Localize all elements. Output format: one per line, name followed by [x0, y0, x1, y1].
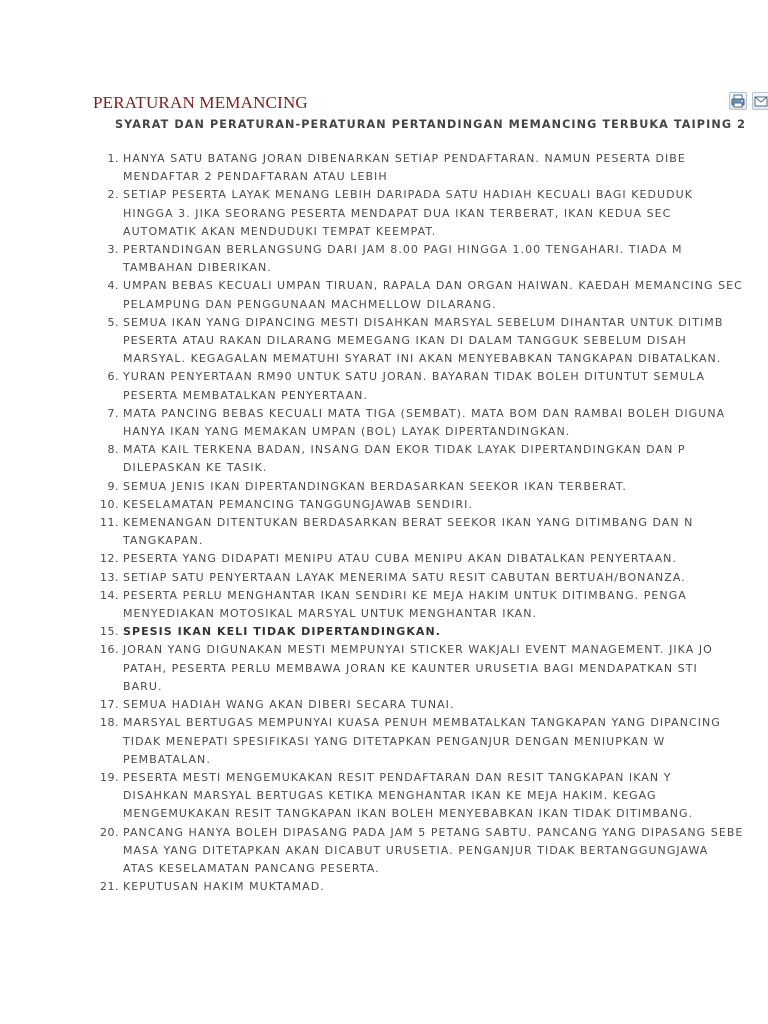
print-icon[interactable]	[729, 92, 747, 110]
rule-number: 5.	[107, 315, 119, 329]
rule-item	[0, 314, 768, 369]
rule-text: TANGKAPAN.	[123, 534, 204, 548]
rule-text: KESELAMATAN PEMANCING TANGGUNGJAWAB SENDIRI.	[123, 497, 474, 511]
rule-number: 12.	[100, 552, 119, 566]
competition-subtitle: SYARAT DAN PERATURAN-PERATURAN PERTANDINGAN MEMANCING TERBUKA TAIPING 2	[115, 118, 746, 131]
rule-text: MENYEDIAKAN MOTOSIKAL MARSYAL UNTUK MENGHANTAR IKAN.	[123, 607, 538, 621]
rule-text: MENGEMUKAKAN RESIT TANGKAPAN IKAN BOLEH MENYEBABKAN IKAN TIDAK DITIMBANG.	[123, 807, 694, 821]
rule-text: HANYA IKAN YANG MEMAKAN UMPAN (BOL) LAYAK DIPERTANDINGKAN.	[123, 425, 571, 439]
rule-text: HANYA SATU BATANG JORAN DIBENARKAN SETIAP PENDAFTARAN. NAMUN PESERTA DIBE	[123, 152, 686, 165]
rule-text: MATA KAIL TERKENA BADAN, INSANG DAN EKOR TIDAK LAYAK DIPERTANDINGKAN DAN P	[123, 443, 686, 457]
post-title: PERATURAN MEMANCING	[93, 93, 308, 112]
rule-item	[0, 587, 768, 623]
rule-number: 17.	[100, 698, 119, 712]
rule-number: 1.	[107, 152, 119, 165]
rule-text: PATAH, PESERTA PERLU MEMBAWA JORAN KE KAUNTER URUSETIA BAGI MENDAPATKAN STI	[123, 661, 698, 675]
rule-number: 9.	[107, 479, 119, 493]
rule-text: PEMBATALAN.	[123, 752, 211, 766]
rule-item	[0, 441, 768, 477]
rule-text: MENDAFTAR 2 PENDAFTARAN ATAU LEBIH	[123, 170, 388, 184]
rule-text: SETIAP PESERTA LAYAK MENANG LEBIH DARIPADA SATU HADIAH KECUALI BAGI KEDUDUK	[123, 188, 694, 202]
rule-number: 6.	[107, 370, 119, 384]
rule-number: 14.	[100, 588, 119, 602]
rule-text: JORAN YANG DIGUNAKAN MESTI MEMPUNYAI STICKER WAKJALI EVENT MANAGEMENT. JIKA JO	[123, 643, 713, 657]
rule-item	[0, 478, 768, 496]
rule-text: AUTOMATIK AKAN MENDUDUKI TEMPAT KEEMPAT.	[123, 224, 437, 238]
rule-text: DILEPASKAN KE TASIK.	[123, 461, 268, 475]
rule-number: 11.	[100, 516, 119, 530]
rule-text: DISAHKAN MARSYAL BERTUGAS KETIKA MENGHANTAR IKAN KE MEJA HAKIM. KEGAG	[123, 789, 657, 803]
rule-number: 15.	[100, 625, 119, 639]
rule-number: 2.	[107, 188, 119, 202]
rule-item	[0, 623, 768, 641]
rule-text: SEMUA JENIS IKAN DIPERTANDINGKAN BERDASARKAN SEEKOR IKAN TERBERAT.	[123, 479, 627, 493]
rule-text: PESERTA YANG DIDAPATI MENIPU ATAU CUBA MENIPU AKAN DIBATALKAN PENYERTAAN.	[123, 552, 677, 566]
rule-text: KEPUTUSAN HAKIM MUKTAMAD.	[123, 880, 325, 894]
rule-item	[0, 241, 768, 277]
rule-number: 7.	[107, 406, 119, 420]
rule-text: MARSYAL BERTUGAS MEMPUNYAI KUASA PENUH MEMBATALKAN TANGKAPAN YANG DIPANCING	[123, 716, 721, 730]
rule-text: PESERTA MESTI MENGEMUKAKAN RESIT PENDAFTARAN DAN RESIT TANGKAPAN IKAN Y	[123, 770, 672, 784]
rule-item	[0, 368, 768, 404]
rule-number: 10.	[100, 497, 119, 511]
rule-text: PESERTA ATAU RAKAN DILARANG MEMEGANG IKAN DI DALAM TANGGUK SEBELUM DISAH	[123, 334, 687, 348]
rule-text: SEMUA HADIAH WANG AKAN DIBERI SECARA TUNAI.	[123, 698, 455, 712]
rule-number: 19.	[100, 770, 119, 784]
rule-text: ATAS KESELAMATAN PANCANG PESERTA.	[123, 861, 380, 875]
rule-text: MATA PANCING BEBAS KECUALI MATA TIGA (SEMBAT). MATA BOM DAN RAMBAI BOLEH DIGUNA	[123, 406, 726, 420]
rule-item	[0, 769, 768, 824]
rule-text: SEMUA IKAN YANG DIPANCING MESTI DISAHKAN MARSYAL SEBELUM DIHANTAR UNTUK DITIMB	[123, 315, 724, 329]
rule-number: 13.	[100, 570, 119, 584]
rule-text: TAMBAHAN DIBERIKAN.	[123, 261, 272, 275]
rule-text: SETIAP SATU PENYERTAAN LAYAK MENERIMA SATU RESIT CABUTAN BERTUAH/BONANZA.	[123, 570, 686, 584]
rule-number: 4.	[107, 279, 119, 293]
rule-item	[0, 514, 768, 550]
rule-text: PERTANDINGAN BERLANGSUNG DARI JAM 8.00 PAGI HINGGA 1.00 TENGAHARI. TIADA M	[123, 243, 683, 257]
rule-number: 16.	[100, 643, 119, 657]
rule-item	[0, 696, 768, 714]
rule-number: 18.	[100, 716, 119, 730]
rule-item	[0, 569, 768, 587]
rule-text: PESERTA PERLU MENGHANTAR IKAN SENDIRI KE MEJA HAKIM UNTUK DITIMBANG. PENGA	[123, 588, 687, 602]
rule-text: PELAMPUNG DAN PENGGUNAAN MACHMELLOW DILARANG.	[123, 297, 497, 311]
rules-list	[0, 150, 768, 896]
rule-item	[0, 714, 768, 769]
rule-number: 20.	[100, 825, 119, 839]
rule-number: 21.	[100, 880, 119, 894]
rule-item	[0, 824, 768, 879]
rule-number: 3.	[107, 243, 119, 257]
rule-text: PESERTA MEMBATALKAN PENYERTAAN.	[123, 388, 369, 402]
rule-item	[0, 277, 768, 313]
rule-item	[0, 186, 768, 241]
rule-text: MASA YANG DITETAPKAN AKAN DICABUT URUSETIA. PENGANJUR TIDAK BERTANGGUNGJAWA	[123, 843, 709, 857]
rule-item	[0, 405, 768, 441]
rule-text: TIDAK MENEPATI SPESIFIKASI YANG DITETAPKAN PENGANJUR DENGAN MENIUPKAN W	[123, 734, 666, 748]
rule-item	[0, 878, 768, 896]
rule-text: BARU.	[123, 679, 163, 693]
rule-text: MARSYAL. KEGAGALAN MEMATUHI SYARAT INI AKAN MENYEBABKAN TANGKAPAN DIBATALKAN.	[123, 352, 722, 366]
rule-text: YURAN PENYERTAAN RM90 UNTUK SATU JORAN. BAYARAN TIDAK BOLEH DITUNTUT SEMULA	[123, 370, 706, 384]
rule-text: UMPAN BEBAS KECUALI UMPAN TIRUAN, RAPALA DAN ORGAN HAIWAN. KAEDAH MEMANCING SEC	[123, 279, 743, 293]
rule-text: PANCANG HANYA BOLEH DIPASANG PADA JAM 5 PETANG SABTU. PANCANG YANG DIPASANG SEBE	[123, 825, 744, 839]
rule-item	[0, 150, 768, 186]
rule-text: KEMENANGAN DITENTUKAN BERDASARKAN BERAT SEEKOR IKAN YANG DITIMBANG DAN N	[123, 516, 694, 530]
email-icon[interactable]	[752, 92, 768, 110]
rule-item	[0, 641, 768, 696]
rule-number: 8.	[107, 443, 119, 457]
rule-text: HINGGA 3. JIKA SEORANG PESERTA MENDAPAT DUA IKAN TERBERAT, IKAN KEDUA SEC	[123, 206, 672, 220]
rule-item	[0, 496, 768, 514]
rule-text: SPESIS IKAN KELI TIDAK DIPERTANDINGKAN.	[123, 625, 441, 639]
rule-item	[0, 550, 768, 568]
